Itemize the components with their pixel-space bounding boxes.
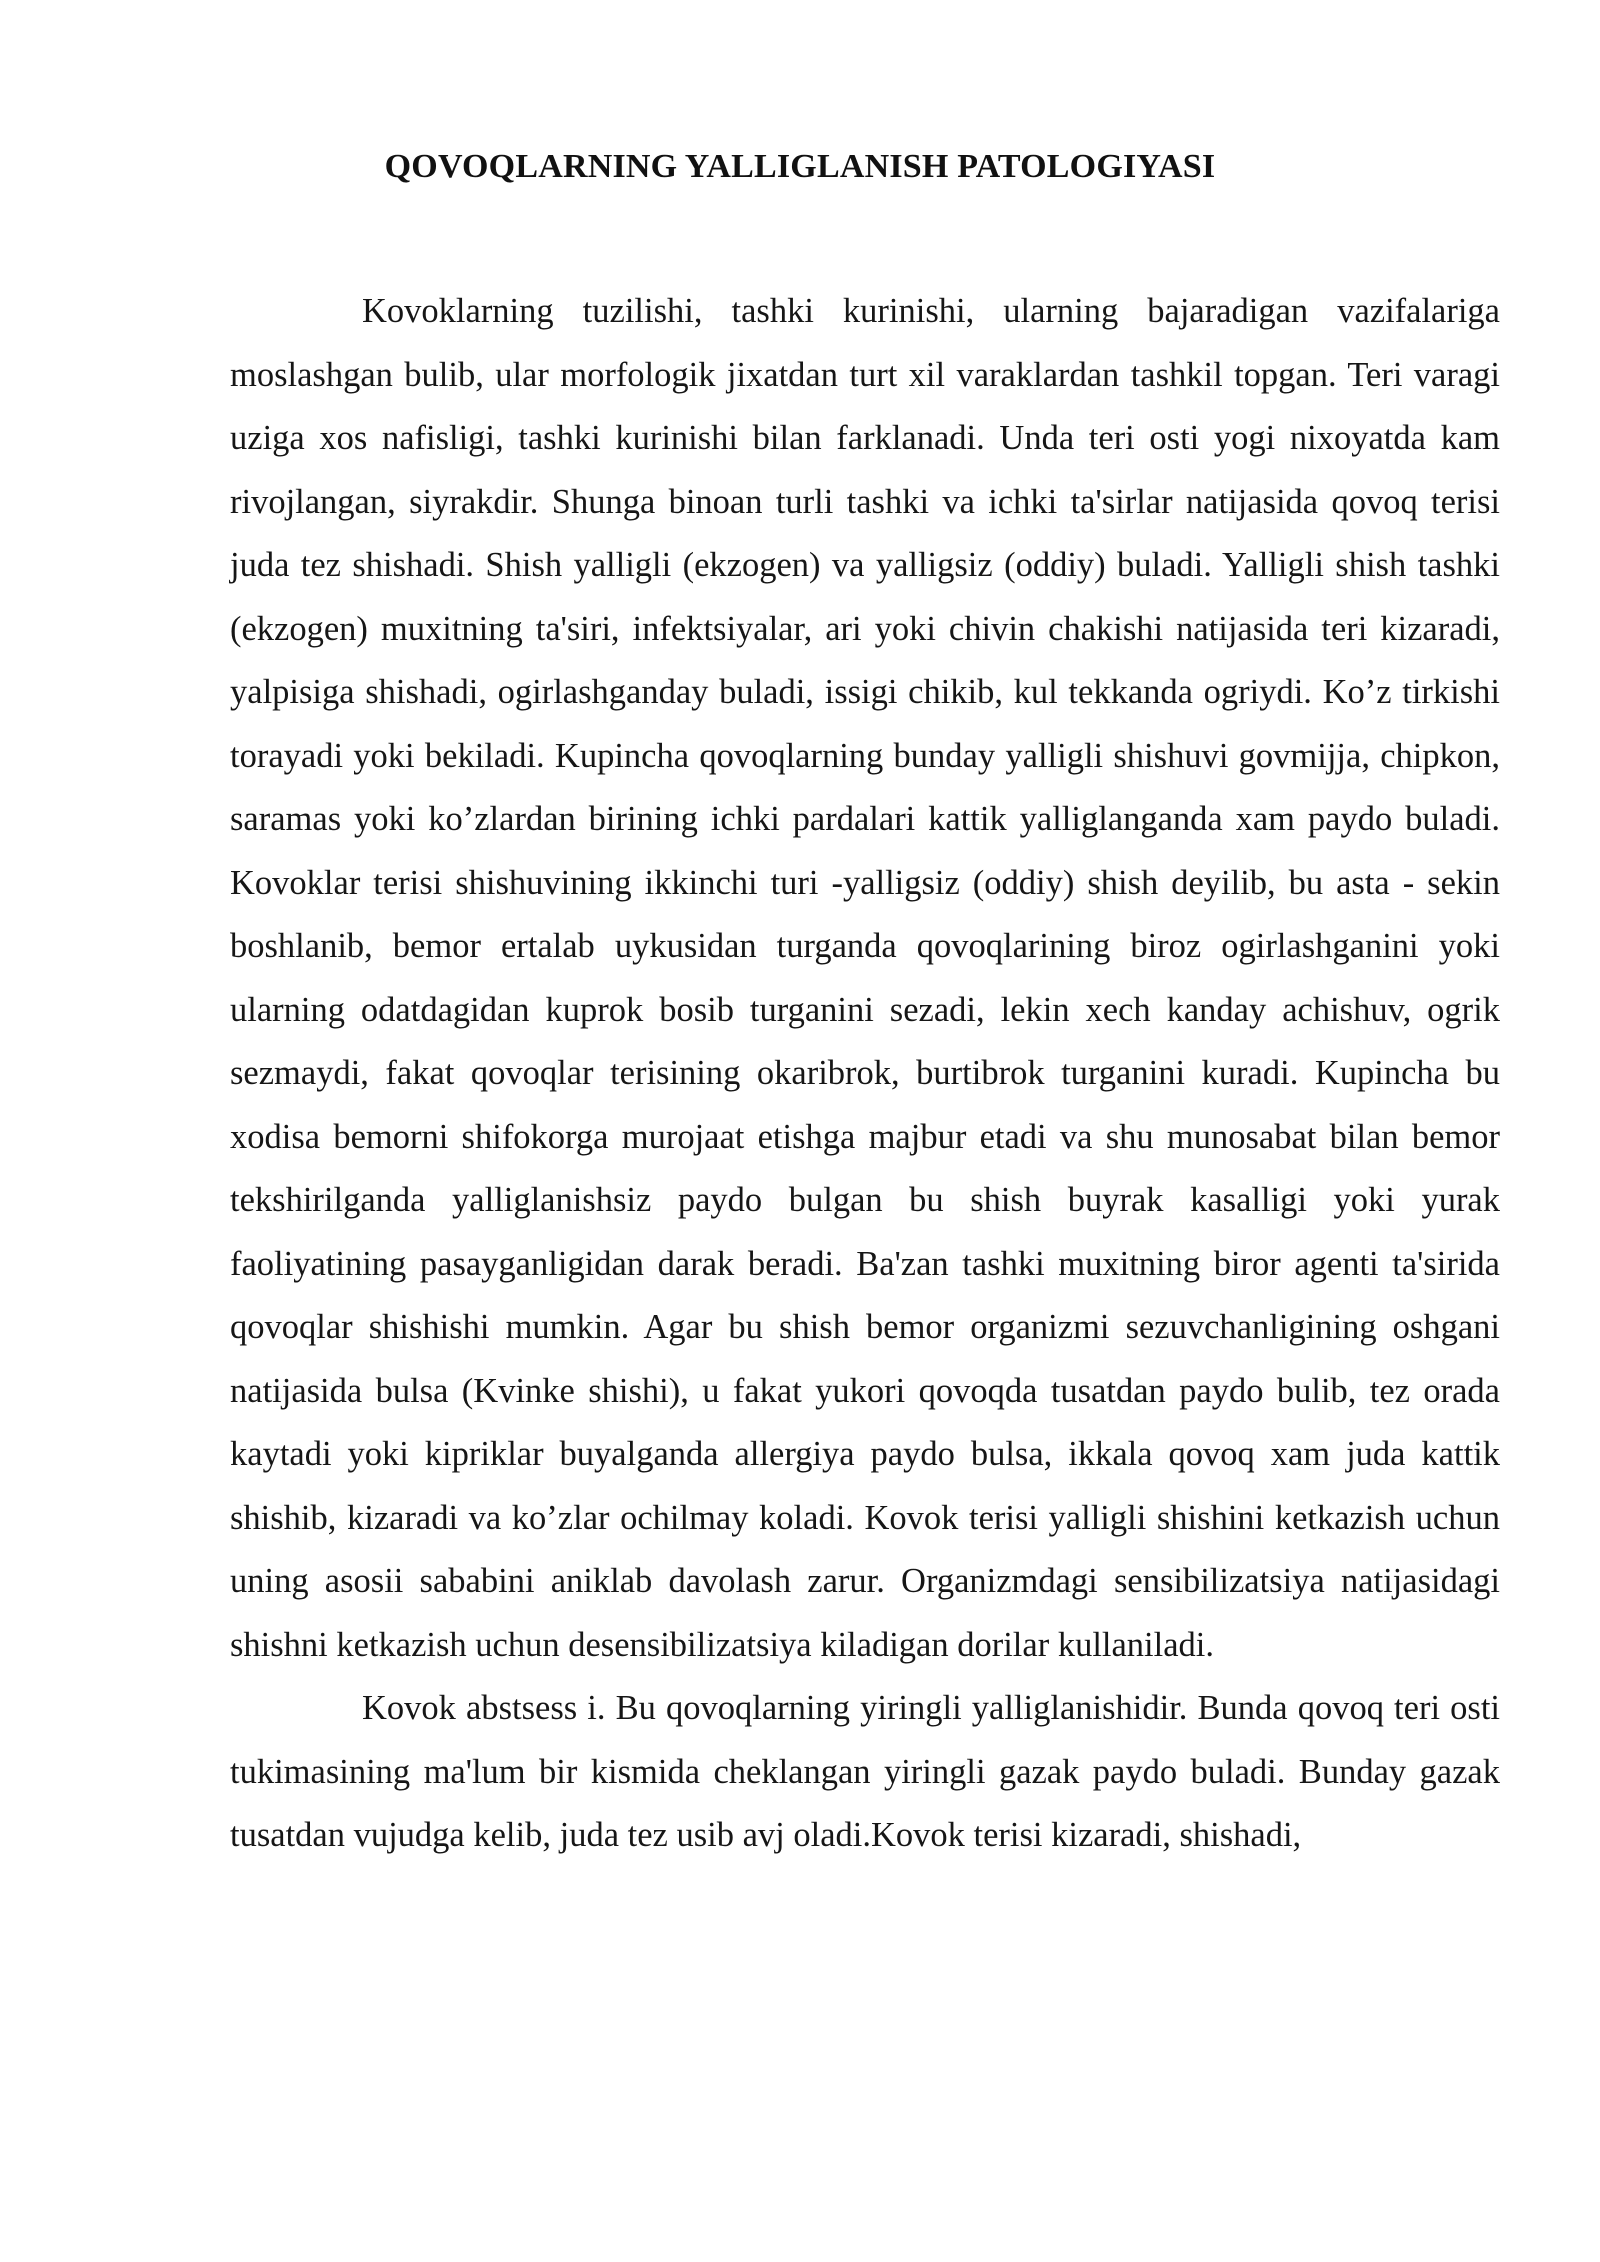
- paragraph-2: Kovok abstsess i. Bu qovoqlarning yiringli yalliglanishidir. Bunda qovoq teri osti tukimasining ma'lum bir kismida cheklangan yiringli gazak paydo buladi. Bunday gazak tusatdan vujudga kelib, juda tez usib avj oladi.Kovok terisi kizaradi, shishadi,: [230, 1689, 1500, 1854]
- document-title: QOVOQLARNING YALLIGLANISH PATOLOGIYASI: [384, 148, 1216, 185]
- paragraph-1: Kovoklarning tuzilishi, tashki kurinishi, ularning bajaradigan vazifalariga moslashgan bulib, ular morfologik jixatdan turt xil varaklardan tashkil topgan. Teri varagi uziga xos nafisligi, tashki kurinishi bilan farklanadi. Unda teri osti yogi nixoyatda kam rivojlangan, siyrakdir. Shunga binoan turli tashki va ichki ta'sirlar natijasida qovoq terisi juda tez shishadi. Shish yalligli (ekzogen) va yalligsiz (oddiy) buladi. Yalligli shish tashki (ekzogen) muxitning ta'siri, infektsiyalar, ari yoki chivin chakishi natijasida teri kizaradi, yalpisiga shishadi, ogirlashganday buladi, issigi chikib, kul tekkanda ogriydi. Ko’z tirkishi torayadi yoki bekiladi. Kupincha qovoqlarning bunday yalligli shishuvi govmijja, chipkon, saramas yoki ko’zlardan birining ichki pardalari kattik yalliglanganda xam paydo buladi. Kovoklar terisi shishuvining ikkinchi turi -yalligsiz (oddiy) shish deyilib, bu asta - sekin boshlanib, bemor ertalab uykusidan turganda qovoqlarining biroz ogirlashganini yoki ularning odatdagidan kuprok bosib turganini sezadi, lekin xech kanday achishuv, ogrik sezmaydi, fakat qovoqlar terisining okaribrok, burtibrok turganini kuradi. Kupincha bu xodisa bemorni shifokorga murojaat etishga majbur etadi va shu munosabat bilan bemor tekshirilganda yalliglanishsiz paydo bulgan bu shish buyrak kasalligi yoki yurak faoliyatining pasayganligidan darak beradi. Ba'zan tashki muxitning biror agenti ta'sirida qovoqlar shishishi mumkin. Agar bu shish bemor organizmi sezuvchanligining oshgani natijasida bulsa (Kvinke shishi), u fakat yukori qovoqda tusatdan paydo bulib, tez orada kaytadi yoki kipriklar buyalganda allergiya paydo bulsa, ikkala qovoq xam juda kattik shishib, kizaradi va ko’zlar ochilmay koladi. Kovok terisi yalligli shishini ketkazish uchun uning asosii sababini aniklab davolash zarur. Organizmdagi sensibilizatsiya natijasidagi shishni ketkazish uchun desensibilizatsiya kiladigan dorilar kullaniladi.: [230, 292, 1500, 1664]
- document-body: [230, 280, 1500, 1868]
